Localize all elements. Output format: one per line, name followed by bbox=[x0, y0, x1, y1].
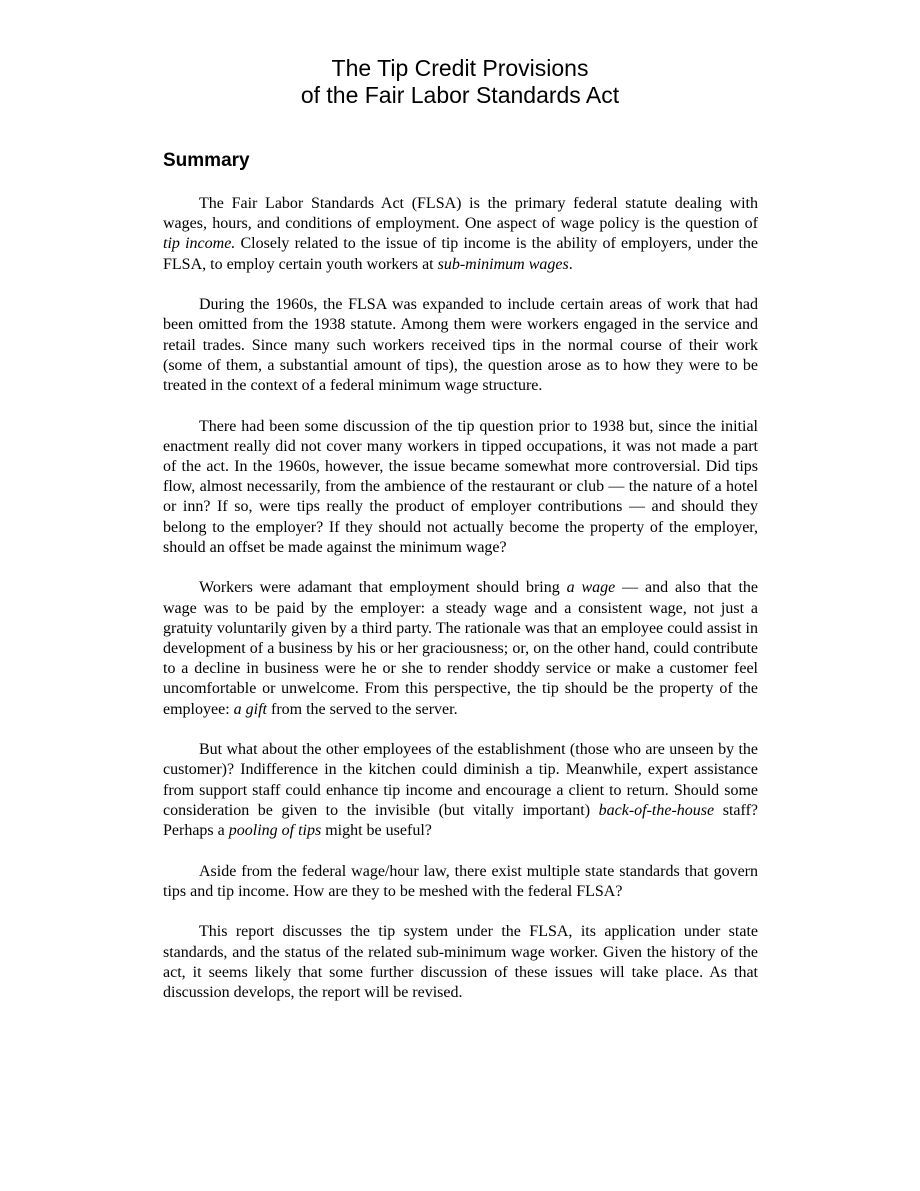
paragraph-1-emphasis-2: sub-minimum wages bbox=[437, 255, 569, 273]
paragraph-4-text-c: from the served to the server. bbox=[266, 700, 458, 718]
paragraph-4-text-a: Workers were adamant that employment should bring bbox=[199, 579, 567, 597]
paragraph-6: Aside from the federal wage/hour law, there exist multiple state standards that govern tips and tip income. How are they to be meshed with the federal FLSA? bbox=[163, 862, 758, 900]
title-line-2: of the Fair Labor Standards Act bbox=[300, 82, 620, 108]
paragraph-5-text-b: staff? Perhaps a bbox=[163, 801, 758, 840]
paragraph-4-emphasis-1: a wage bbox=[566, 579, 616, 597]
paragraph-5-text-c: might be useful? bbox=[321, 822, 432, 840]
page-title bbox=[0, 55, 920, 109]
paragraph-5-emphasis-1: back-of-the-house bbox=[598, 801, 715, 819]
paragraph-3: There had been some discussion of the tip question prior to 1938 but, since the initial enactment really did not cover many workers in tipped occupations, it was not made a part of the act. In the 1960s, however, the issue became somewhat more controversial. Did tips flow, almost necessarily, from the ambience of the restaurant or club — the nature of a hotel or inn? If so, were tips really the product of employer contributions — and should they belong to the employer? If they should not actually become the property of the employer, should an offset be made against the minimum wage? bbox=[163, 417, 758, 556]
paragraph-5-emphasis-2: pooling of tips bbox=[228, 822, 322, 840]
section-heading: Summary bbox=[163, 150, 250, 171]
paragraph-7: This report discusses the tip system under the FLSA, its application under state standards, and the status of the related sub-minimum wage worker. Given the history of the act, it seems likely that some further discussion of these issues will take place. As that discussion develops, the report will be revised. bbox=[163, 923, 758, 1002]
paragraph-4-emphasis-2: a gift bbox=[233, 700, 267, 718]
paragraph-5 bbox=[163, 740, 758, 841]
paragraph-1-text-b: Closely related to the issue of tip income is the ability of employers, under the FLSA, to employ certain youth workers at bbox=[163, 235, 758, 273]
summary-body bbox=[163, 194, 758, 1003]
title-line-1: The Tip Credit Provisions bbox=[331, 55, 589, 81]
paragraph-1-text-c: . bbox=[568, 255, 573, 273]
paragraph-5-text-a: But what about the other employees of the establishment (those who are unseen by the customer)? Indifference in the kitchen could diminish a tip. Meanwhile, expert assistance from support staff could enhance tip income and encourage a client to return. Should some consideration be given to the invisible (but vitally important) bbox=[163, 741, 758, 819]
paragraph-1 bbox=[163, 194, 758, 275]
paragraph-1-emphasis-1: tip income. bbox=[163, 235, 236, 253]
paragraph-4-text-b: — and also that the wage was to be paid by the employer: a steady wage and a consistent wage, not just a gratuity voluntarily given by a third party. The rationale was that an employee could assist in development of a business by his or her graciousness; or, on the other hand, could contribute to a decline in business were he or she to render shoddy service or make a customer feel uncomfortable or unwelcome. From this perspective, the tip should be the property of the employee: bbox=[163, 579, 759, 718]
paragraph-2: During the 1960s, the FLSA was expanded to include certain areas of work that had been omitted from the 1938 statute. Among them were workers engaged in the service and retail trades. Since many such workers received tips in the normal course of their work (some of them, a substantial amount of tips), the question arose as to how they were to be treated in the context of a federal minimum wage structure. bbox=[163, 296, 758, 395]
paragraph-4 bbox=[163, 578, 758, 719]
paragraph-1-text-a: The Fair Labor Standards Act (FLSA) is the primary federal statute dealing with wages, hours, and conditions of employment. One aspect of wage policy is the question of bbox=[163, 195, 758, 233]
